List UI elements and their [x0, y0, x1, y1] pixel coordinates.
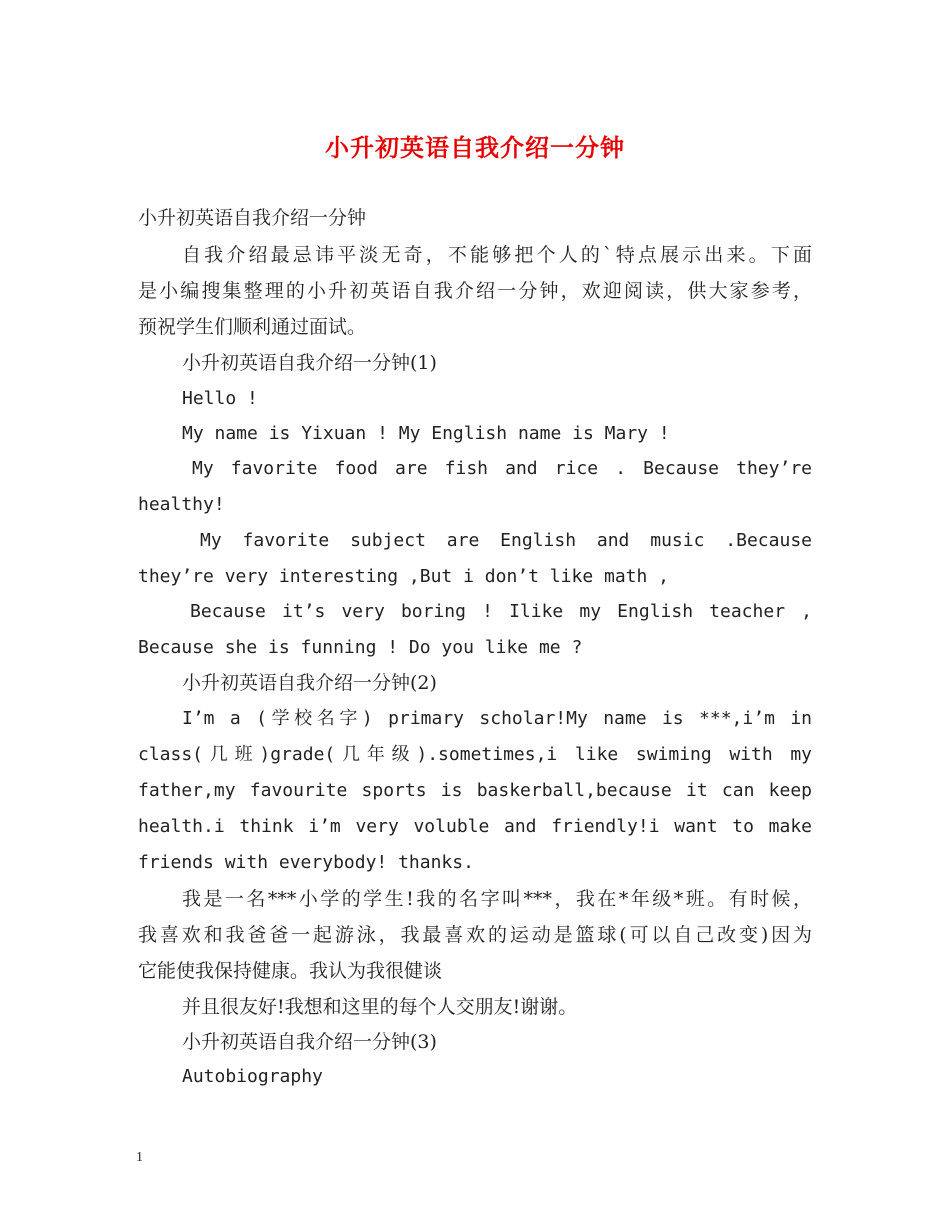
body-line: Hello !: [182, 388, 258, 409]
body-line: Because it’s very boring ! Ilike my English teacher ,: [190, 601, 812, 622]
body-line: healthy!: [138, 494, 225, 515]
body-line: 预祝学生们顺利通过面试。: [138, 316, 367, 338]
section-heading-2: 小升初英语自我介绍一分钟(2): [182, 672, 437, 694]
body-line: class(几班)grade(几年级).sometimes,i like swiming with my: [138, 744, 812, 765]
body-line: 自我介绍最忌讳平淡无奇，不能够把个人的`特点展示出来。下面: [182, 244, 812, 266]
section-heading-3: 小升初英语自我介绍一分钟(3): [182, 1031, 437, 1053]
body-line: they’re very interesting ,But i don’t like math ,: [138, 566, 670, 587]
body-line: 我是一名***小学的学生!我的名字叫***，我在*年级*班。有时候，: [182, 888, 812, 910]
body-line: father,my favourite sports is baskerball,because it can keep: [138, 780, 812, 801]
body-line: My name is Yixuan ! My English name is Mary !: [182, 423, 670, 444]
body-line: 并且很友好!我想和这里的每个人交朋友!谢谢。: [182, 996, 578, 1018]
body-line: Autobiography: [182, 1066, 323, 1087]
body-line: friends with everybody! thanks.: [138, 852, 474, 873]
body-line: 它能使我保持健康。我认为我很健谈: [138, 960, 443, 982]
subtitle-line: 小升初英语自我介绍一分钟: [138, 207, 367, 229]
body-line: 我喜欢和我爸爸一起游泳，我最喜欢的运动是篮球(可以自己改变)因为: [138, 924, 812, 946]
document-title: 小升初英语自我介绍一分钟: [325, 133, 625, 162]
body-line: Because she is funning ! Do you like me ?: [138, 637, 583, 658]
page-number: 1: [136, 1150, 143, 1165]
section-heading-1: 小升初英语自我介绍一分钟(1): [182, 352, 437, 374]
body-line: 是小编搜集整理的小升初英语自我介绍一分钟，欢迎阅读，供大家参考，: [138, 280, 812, 302]
body-line: I’m a (学校名字) primary scholar!My name is ***,i’m in: [182, 708, 812, 729]
body-line: My favorite food are fish and rice . Because they’re: [192, 458, 812, 479]
body-line: My favorite subject are English and music .Because: [200, 530, 812, 551]
body-line: health.i think i’m very voluble and friendly!i want to make: [138, 816, 812, 837]
